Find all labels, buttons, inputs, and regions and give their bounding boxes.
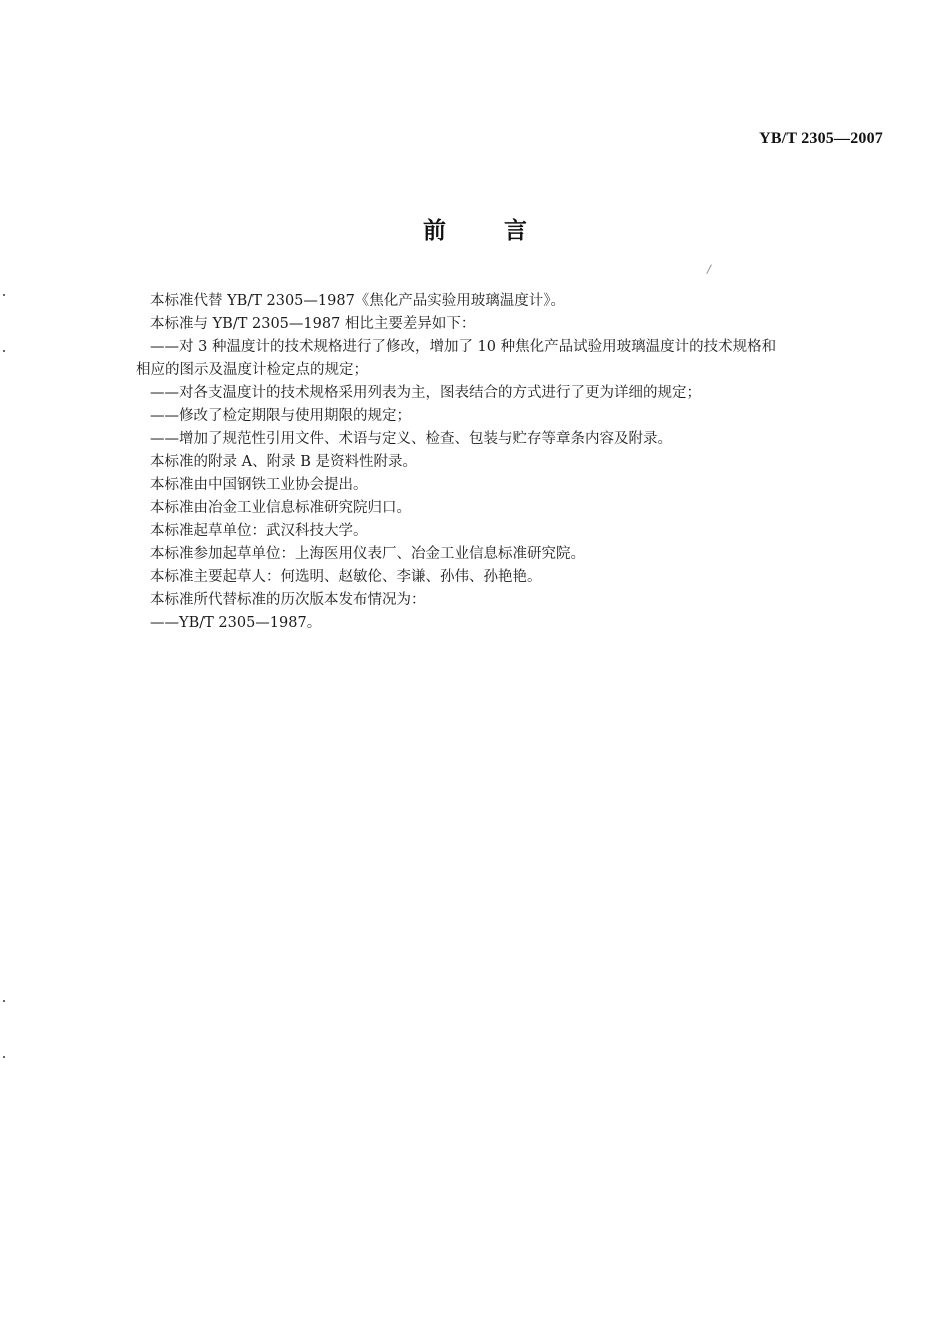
page-title-char-2: 言 [504, 218, 527, 244]
page-title [0, 212, 950, 245]
paragraph-main-drafters: 本标准主要起草人：何选明、赵敏伦、李谦、孙伟、孙艳艳。 [150, 569, 542, 585]
paragraph-appendices: 本标准的附录 A、附录 B 是资料性附录。 [150, 454, 417, 470]
paragraph-previous-editions: 本标准所代替标准的历次版本发布情况为： [150, 592, 426, 608]
scan-speck [3, 1056, 5, 1058]
list-item-difference-3: ——修改了检定期限与使用期限的规定； [150, 408, 411, 424]
list-item-difference-4: ——增加了规范性引用文件、术语与定义、检查、包装与贮存等章条内容及附录。 [150, 431, 672, 447]
foreword-body [136, 290, 896, 635]
paragraph-drafting-unit: 本标准起草单位：武汉科技大学。 [150, 523, 368, 539]
paragraph-differences-intro: 本标准与 YB/T 2305—1987 相比主要差异如下： [150, 316, 476, 332]
paragraph-proposed-by: 本标准由中国钢铁工业协会提出。 [150, 477, 368, 493]
paragraph-centralized-by: 本标准由冶金工业信息标准研究院归口。 [150, 500, 411, 516]
scan-speck [3, 294, 5, 296]
list-item-difference-1: ——对 3 种温度计的技术规格进行了修改，增加了 10 种焦化产品试验用玻璃温度计的技术规格和 [150, 339, 777, 355]
scan-mark: / [705, 261, 713, 277]
paragraph-replaces: 本标准代替 YB/T 2305—1987《焦化产品实验用玻璃温度计》。 [150, 293, 566, 309]
list-item-difference-2: ——对各支温度计的技术规格采用列表为主，图表结合的方式进行了更为详细的规定； [150, 385, 701, 401]
scan-speck [3, 1000, 5, 1002]
list-item-previous-edition: ——YB/T 2305—1987。 [150, 615, 322, 631]
page-title-char-1: 前 [423, 218, 446, 244]
scan-speck [3, 350, 5, 352]
standard-code-header: YB/T 2305—2007 [759, 130, 883, 147]
list-item-difference-1-continued: 相应的图示及温度计检定点的规定； [136, 362, 368, 378]
paragraph-participating-units: 本标准参加起草单位：上海医用仪表厂、冶金工业信息标准研究院。 [150, 546, 585, 562]
